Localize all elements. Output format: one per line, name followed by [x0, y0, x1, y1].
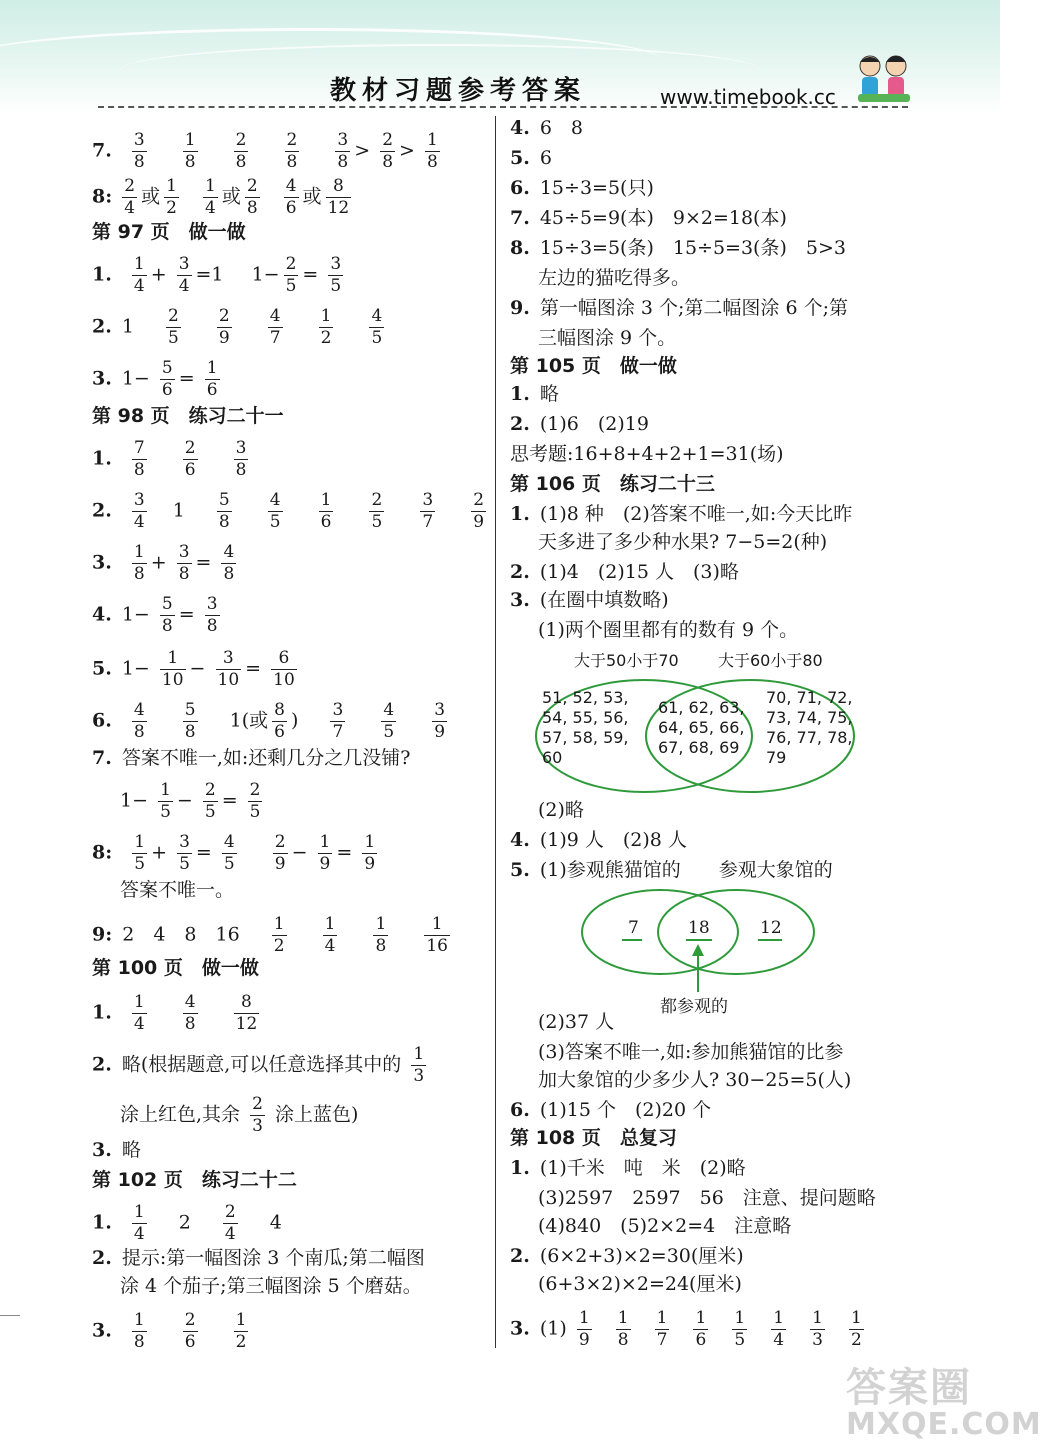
- fraction: $\frac{2}{8}$: [235, 130, 247, 172]
- answer-9: 9. 第一幅图涂 3 个;第二幅图涂 6 个;第: [510, 297, 848, 319]
- answer-4: 4. 1− $\frac{5}{8}$ = $\frac{3}{8}$: [92, 594, 218, 636]
- answer-3: 3. $\frac{1}{8}$ $\frac{2}{6}$ $\frac{1}{2}$: [92, 1310, 247, 1352]
- answer-5: 5. 6: [510, 147, 552, 169]
- answer-2-cont: 涂 4 个茄子;第三幅图涂 5 个磨菇。: [120, 1275, 422, 1297]
- answer-9-cont: 三幅图涂 9 个。: [538, 327, 677, 349]
- answer-1: 1. 略: [510, 383, 559, 405]
- venn-diagram-numbers: [532, 648, 862, 798]
- answer-3: 3. 1− $\frac{5}{6}$ = $\frac{1}{6}$: [92, 358, 218, 400]
- venn-label-right: 大于60小于80: [718, 651, 823, 670]
- answer-6: 6. $\frac{4}{8}$ $\frac{5}{8}$ 1(或 $\frac{8}{6}$ ) $\frac{3}{7}$ $\frac{4}{5}$ $\frac{3}{9}$: [92, 700, 446, 742]
- answer-8-cont: 左边的猫吃得多。: [538, 267, 691, 289]
- answer-6: 6. (1)15 个 (2)20 个: [510, 1099, 712, 1121]
- venn-right-value: 12: [760, 918, 782, 938]
- answer-2: 2. 提示:第一幅图涂 3 个南瓜;第二幅图: [92, 1247, 425, 1269]
- answer-8: 8: $\frac{1}{5}$ + $\frac{3}{5}$ = $\frac{4}{5}$ $\frac{2}{9}$ − $\frac{1}{9}$ = $\frac{1}{9}$: [92, 832, 376, 874]
- section-heading: 第 97 页 做一做: [92, 221, 246, 243]
- venn-middle-value: 18: [688, 918, 710, 938]
- fraction: $\frac{3}{8}$: [337, 130, 349, 172]
- answer-4: 4. 6 8: [510, 117, 584, 139]
- answer-3: 3. $\frac{1}{8}$ + $\frac{3}{8}$ = $\frac{4}{8}$: [92, 542, 235, 584]
- answer-3: 3. (1) $\frac{1}{9}$ $\frac{1}{8}$ $\frac{1}{7}$ $\frac{1}{6}$ $\frac{1}{5}$ $\frac{1}{4}$ $\frac{1}{3}$ $\frac{1}{2}$: [510, 1308, 862, 1350]
- answer-8: 8. 15÷3=5(条) 15÷5=3(条) 5>3: [510, 237, 846, 259]
- answer-5-part2: (2)37 人: [538, 1011, 615, 1033]
- answer-5: 5. (1)参观熊猫馆的 参观大象馆的: [510, 859, 833, 881]
- section-heading: 第 102 页 练习二十二: [92, 1169, 297, 1191]
- fraction: $\frac{1}{8}$: [184, 130, 196, 172]
- section-heading: 第 108 页 总复习: [510, 1127, 677, 1149]
- venn-right-values: 70, 71, 72, 73, 74, 75, 76, 77, 78, 79: [766, 688, 853, 767]
- answer-5-part3: (3)答案不唯一,如:参加熊猫馆的比参: [538, 1041, 844, 1063]
- answer-2-cont: (6+3×2)×2=24(厘米): [538, 1273, 742, 1295]
- fraction: $\frac{1}{8}$: [426, 130, 438, 172]
- section-heading: 第 98 页 练习二十一: [92, 405, 284, 427]
- answer-3: 3. (在圈中填数略): [510, 589, 669, 611]
- answer-9: 9: 2 4 8 16 $\frac{1}{2}$ $\frac{1}{4}$ $\frac{1}{8}$ $\frac{1}{16}$: [92, 914, 448, 956]
- column-divider: [495, 116, 496, 1348]
- think-question: 思考题:16+8+4+2+1=31(场): [510, 443, 784, 465]
- answer-2: 2. 1 $\frac{2}{5}$ $\frac{2}{9}$ $\frac{4}{7}$ $\frac{1}{2}$ $\frac{4}{5}$: [92, 306, 383, 348]
- watermark-logo: 答案圈 MXQE.COM: [846, 1365, 1042, 1442]
- answer-8-note: 答案不唯一。: [120, 879, 235, 901]
- venn-left-value: 7: [628, 918, 639, 938]
- children-icon: [848, 50, 918, 106]
- fraction: $\frac{2}{8}$: [286, 130, 298, 172]
- website-link[interactable]: www.timebook.cc: [660, 85, 836, 109]
- venn-middle-values: 61, 62, 63, 64, 65, 66, 67, 68, 69: [658, 698, 745, 757]
- answer-1: 1. $\frac{1}{4}$ $\frac{4}{8}$ $\frac{8}{12}$: [92, 992, 258, 1034]
- answer-1: 1. (1)8 种 (2)答案不唯一,如:今天比昨: [510, 503, 853, 525]
- answer-1: 1. $\frac{7}{8}$ $\frac{2}{6}$ $\frac{3}{8}$: [92, 438, 247, 480]
- answer-2: 2. $\frac{3}{4}$ 1 $\frac{5}{8}$ $\frac{4}{5}$ $\frac{1}{6}$ $\frac{2}{5}$ $\frac{3}{7}$ $\frac{2}{9}$: [92, 490, 485, 532]
- answer-3-part1: (1)两个圈里都有的数有 9 个。: [538, 619, 799, 641]
- answer-7: 7. $\frac{3}{8}$ $\frac{1}{8}$ $\frac{2}{8}$ $\frac{2}{8}$ $\frac{3}{8}$ > $\frac{2}{8}$ > $\frac{1}{8}$: [92, 130, 438, 172]
- answer-2-cont: 涂上红色,其余 $\frac{2}{3}$ 涂上蓝色): [120, 1094, 359, 1136]
- answer-1: 1. $\frac{1}{4}$ + $\frac{3}{4}$ =1 1− $\frac{2}{5}$ = $\frac{3}{5}$: [92, 254, 342, 296]
- answer-1: 1. $\frac{1}{4}$ 2 $\frac{2}{4}$ 4: [92, 1202, 282, 1244]
- page-title: 教材习题参考答案: [330, 76, 587, 106]
- venn-left-values: 51, 52, 53, 54, 55, 56, 57, 58, 59, 60: [542, 688, 629, 767]
- answer-5: 5. 1− $\frac{1}{10}$ − $\frac{3}{10}$ = $\frac{6}{10}$: [92, 648, 295, 690]
- answer-7: 7. 45÷5=9(本) 9×2=18(本): [510, 207, 787, 229]
- answer-6: 6. 15÷3=5(只): [510, 177, 654, 199]
- section-heading: 第 100 页 做一做: [92, 957, 259, 979]
- section-heading: 第 105 页 做一做: [510, 355, 677, 377]
- header-divider: [98, 106, 908, 108]
- answer-1-cont: 天多进了多少种水果? 7−5=2(种): [538, 531, 828, 553]
- venn-caption: 都参观的: [660, 997, 728, 1017]
- venn-diagram-visitors: [578, 884, 818, 1017]
- answer-3: 3. 略: [92, 1139, 141, 1161]
- answer-7: 7. 答案不唯一,如:还剩几分之几没铺?: [92, 747, 411, 769]
- fraction: $\frac{3}{8}$: [133, 130, 145, 172]
- answer-3-part2: (2)略: [538, 799, 584, 821]
- section-heading: 第 106 页 练习二十三: [510, 473, 715, 495]
- answer-1-cont: (3)2597 2597 56 注意、提问题略: [538, 1187, 876, 1209]
- answer-1: 1. (1)千米 吨 米 (2)略: [510, 1157, 746, 1179]
- venn-label-left: 大于50小于70: [574, 651, 679, 670]
- answer-4: 4. (1)9 人 (2)8 人: [510, 829, 687, 851]
- margin-mark: [0, 1315, 20, 1316]
- answer-2: 2. 略(根据题意,可以任意选择其中的 $\frac{1}{3}$: [92, 1044, 425, 1086]
- answer-2: 2. (1)4 (2)15 人 (3)略: [510, 561, 739, 583]
- answer-8: 8: $\frac{2}{4}$ 或 $\frac{1}{2}$ $\frac{1}{4}$ 或 $\frac{2}{8}$ $\frac{4}{6}$ 或 $\frac{8}{12}$: [92, 176, 350, 218]
- answer-2: 2. (1)6 (2)19: [510, 413, 649, 435]
- answer-2: 2. (6×2+3)×2=30(厘米): [510, 1245, 744, 1267]
- answer-7-formula: 1− $\frac{1}{5}$ − $\frac{2}{5}$ = $\frac{2}{5}$: [120, 780, 261, 822]
- answer-1-cont: (4)840 (5)2×2=4 注意略: [538, 1215, 792, 1237]
- fraction: $\frac{2}{8}$: [382, 130, 394, 172]
- answer-5-part3-cont: 加大象馆的少多少人? 30−25=5(人): [538, 1069, 852, 1091]
